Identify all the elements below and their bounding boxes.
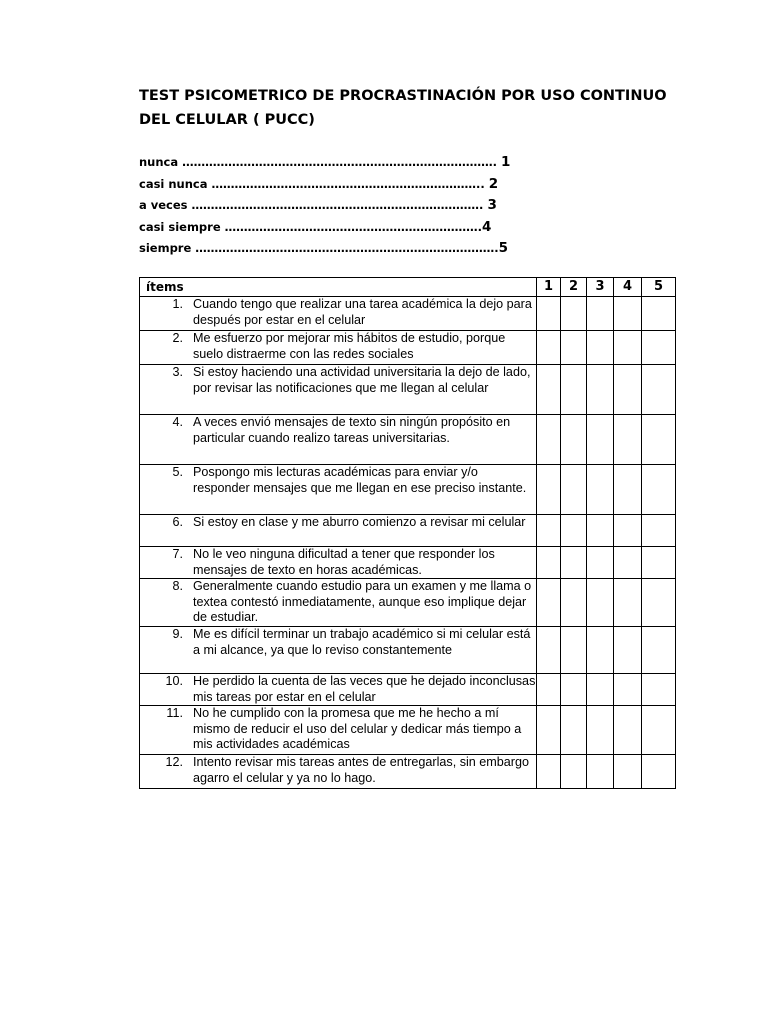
item-cell: [140, 673, 537, 705]
column-header-3: 3: [587, 278, 614, 297]
item-cell: [140, 626, 537, 673]
item-text: Generalmente cuando estudio para un examen y me llama o textea contestó inmediatamente, aunque eso implique dejar de estudiar.: [193, 579, 532, 625]
item-number: 4.: [172, 415, 183, 429]
scale-dots: ……………………………………………………………………….: [182, 155, 498, 169]
answer-cell-3[interactable]: [587, 579, 614, 627]
item-number: 1.: [172, 297, 183, 311]
item-number: 8.: [172, 579, 183, 594]
answer-cell-3[interactable]: [587, 365, 614, 415]
answer-cell-2[interactable]: [561, 579, 587, 627]
column-header-1: 1: [537, 278, 561, 297]
item-cell: [140, 297, 537, 331]
answer-cell-2[interactable]: [561, 755, 587, 789]
item-cell: [140, 706, 537, 755]
item-number: 2.: [172, 331, 183, 345]
answer-cell-5[interactable]: [642, 755, 676, 789]
answer-cell-1[interactable]: [537, 415, 561, 465]
answer-cell-5[interactable]: [642, 515, 676, 547]
document-title: TEST PSICOMETRICO DE PROCRASTINACIÓN POR USO CONTINUO DEL CELULAR ( PUCC): [139, 88, 667, 128]
answer-cell-4[interactable]: [614, 297, 642, 331]
item-cell: [140, 515, 537, 547]
answer-cell-3[interactable]: [587, 515, 614, 547]
answer-cell-1[interactable]: [537, 365, 561, 415]
scale-dots: …………………………………………………………………….: [195, 241, 499, 255]
item-text: A veces envió mensajes de texto sin ningún propósito en particular cuando realizo tareas universitarias.: [193, 415, 511, 445]
item-cell: [140, 755, 537, 789]
answer-cell-5[interactable]: [642, 465, 676, 515]
table-header-row: [140, 278, 676, 297]
answer-cell-5[interactable]: [642, 297, 676, 331]
item-text: Intento revisar mis tareas antes de entregarlas, sin embargo agarro el celular y ya no lo hago.: [193, 755, 530, 785]
column-header-4: 4: [614, 278, 642, 297]
answer-cell-5[interactable]: [642, 331, 676, 365]
scale-dots: ………………………………………………………………….: [191, 198, 484, 212]
answer-cell-1[interactable]: [537, 706, 561, 755]
column-header-5: 5: [642, 278, 676, 297]
scale-dots: ………………………………………………………….: [224, 219, 483, 234]
answer-cell-4[interactable]: [614, 626, 642, 673]
answer-cell-2[interactable]: [561, 331, 587, 365]
answer-cell-3[interactable]: [587, 465, 614, 515]
answer-cell-5[interactable]: [642, 579, 676, 627]
table-row: [140, 365, 676, 415]
table-row: [140, 331, 676, 365]
table-row: [140, 547, 676, 579]
table-row: [140, 515, 676, 547]
item-cell: [140, 465, 537, 515]
scale-option: [139, 174, 499, 196]
answer-cell-1[interactable]: [537, 547, 561, 579]
answer-cell-1[interactable]: [537, 297, 561, 331]
table-row: [140, 755, 676, 789]
answer-cell-4[interactable]: [614, 673, 642, 705]
answer-cell-1[interactable]: [537, 755, 561, 789]
answer-cell-2[interactable]: [561, 365, 587, 415]
answer-cell-1[interactable]: [537, 515, 561, 547]
answer-cell-3[interactable]: [587, 297, 614, 331]
item-number: 6.: [172, 515, 183, 529]
item-text: Si estoy haciendo una actividad universitaria la dejo de lado, por revisar las notificaciones que me llegan al celular: [193, 365, 531, 395]
item-number: 12.: [165, 755, 183, 770]
answer-cell-1[interactable]: [537, 673, 561, 705]
item-number: 7.: [172, 547, 183, 561]
table-row: [140, 415, 676, 465]
answer-cell-2[interactable]: [561, 465, 587, 515]
answer-cell-2[interactable]: [561, 515, 587, 547]
item-cell: [140, 547, 537, 579]
scale-value: 5: [498, 240, 509, 256]
answer-cell-3[interactable]: [587, 673, 614, 705]
scale-value: 1: [501, 154, 511, 170]
answer-cell-4[interactable]: [614, 331, 642, 365]
scale-option: [139, 195, 497, 217]
answer-cell-4[interactable]: [614, 547, 642, 579]
answer-cell-1[interactable]: [537, 579, 561, 627]
scale-value: 4: [482, 218, 492, 235]
table-row: [140, 626, 676, 673]
answer-cell-4[interactable]: [614, 579, 642, 627]
answer-cell-5[interactable]: [642, 706, 676, 755]
scale-label: casi siempre: [139, 219, 221, 234]
answer-cell-4[interactable]: [614, 415, 642, 465]
item-number: 3.: [172, 365, 183, 379]
item-cell: [140, 365, 537, 415]
answer-cell-4[interactable]: [614, 465, 642, 515]
table-row: [140, 579, 676, 627]
answer-cell-5[interactable]: [642, 673, 676, 705]
items-table: [139, 277, 676, 789]
item-number: 11.: [166, 706, 183, 721]
response-scale: [139, 152, 511, 260]
item-text: Si estoy en clase y me aburro comienzo a revisar mi celular: [193, 515, 526, 529]
scale-option: [139, 152, 511, 174]
scale-option: [139, 238, 509, 260]
scale-option: [139, 217, 492, 239]
answer-cell-2[interactable]: [561, 673, 587, 705]
answer-cell-4[interactable]: [614, 365, 642, 415]
scale-label: casi nunca: [139, 176, 208, 191]
scale-value: 3: [487, 197, 497, 213]
answer-cell-2[interactable]: [561, 297, 587, 331]
table-row: [140, 673, 676, 705]
table-row: [140, 706, 676, 755]
item-cell: [140, 579, 537, 627]
item-text: No he cumplido con la promesa que me he hecho a mí mismo de reducir el uso del celular y dedicar más tiempo a mis actividades académicas: [193, 706, 522, 752]
scale-label: nunca: [139, 155, 179, 169]
scale-value: 2: [488, 175, 499, 192]
table-row: [140, 297, 676, 331]
item-number: 10.: [165, 673, 183, 688]
table-row: [140, 465, 676, 515]
answer-cell-5[interactable]: [642, 415, 676, 465]
item-text: He perdido la cuenta de las veces que he dejado inconclusas mis tareas por estar en el celular: [193, 673, 536, 704]
answer-cell-3[interactable]: [587, 755, 614, 789]
answer-cell-1[interactable]: [537, 331, 561, 365]
answer-cell-2[interactable]: [561, 415, 587, 465]
item-number: 5.: [172, 465, 183, 479]
item-text: Pospongo mis lecturas académicas para enviar y/o responder mensajes que me llegan en ese preciso instante.: [193, 465, 527, 495]
answer-cell-3[interactable]: [587, 706, 614, 755]
item-text: Me esfuerzo por mejorar mis hábitos de estudio, porque suelo distraerme con las redes sociales: [193, 331, 506, 361]
answer-cell-5[interactable]: [642, 547, 676, 579]
answer-cell-2[interactable]: [561, 547, 587, 579]
answer-cell-1[interactable]: [537, 626, 561, 673]
answer-cell-5[interactable]: [642, 365, 676, 415]
answer-cell-4[interactable]: [614, 755, 642, 789]
item-cell: [140, 415, 537, 465]
scale-label: siempre: [139, 241, 192, 255]
item-cell: [140, 331, 537, 365]
scale-dots: ……………………………………………………………..: [211, 176, 485, 191]
item-number: 9.: [172, 626, 183, 641]
answer-cell-2[interactable]: [561, 626, 587, 673]
column-header-2: 2: [561, 278, 587, 297]
answer-cell-4[interactable]: [614, 706, 642, 755]
answer-cell-2[interactable]: [561, 706, 587, 755]
answer-cell-1[interactable]: [537, 465, 561, 515]
answer-cell-3[interactable]: [587, 331, 614, 365]
items-column-header: ítems: [140, 278, 537, 297]
item-text: Me es difícil terminar un trabajo académico si mi celular está a mi alcance, ya que lo reviso constantemente: [193, 626, 531, 657]
answer-cell-3[interactable]: [587, 415, 614, 465]
answer-cell-3[interactable]: [587, 547, 614, 579]
item-text: No le veo ninguna dificultad a tener que responder los mensajes de texto en horas académicas.: [193, 547, 495, 577]
answer-cell-4[interactable]: [614, 515, 642, 547]
answer-cell-5[interactable]: [642, 626, 676, 673]
answer-cell-3[interactable]: [587, 626, 614, 673]
scale-label: a veces: [139, 198, 188, 212]
item-text: Cuando tengo que realizar una tarea académica la dejo para después por estar en el celular: [193, 297, 532, 327]
